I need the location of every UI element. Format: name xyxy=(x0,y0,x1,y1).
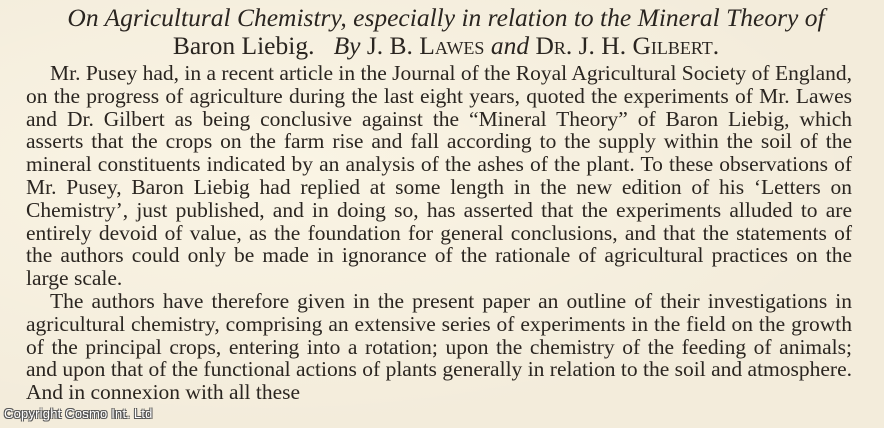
heading-line-1 xyxy=(26,4,866,32)
title-line-2: Baron Liebig. xyxy=(172,31,315,60)
and-word: and xyxy=(490,31,530,60)
by-word: By xyxy=(333,31,361,60)
paragraph-1: Mr. Pusey had, in a recent article in the Journal of the Royal Agricultural Society of England, on the progress of agriculture during the last eight years, quoted the experiments of Mr. Lawes and Dr. Gilbert as being conclusive against the “Mineral Theory” of Baron Liebig, which asserts that the crops on the farm rise and fall according to the supply within the soil of the mineral constituents indicated by an analysis of the ashes of the plant. To these observations of Mr. Pusey, Baron Liebig had replied at some length in the new edition of his ‘Letters on Chemistry’, just published, and in doing so, has asserted that the experiments alluded to are entirely devoid of value, as the foundation for general conclusions, and that the statements of the authors could only be made in ignorance of the rationale of agricultural practices on the large scale. xyxy=(26,61,852,291)
heading-line-2 xyxy=(26,32,866,60)
copyright-watermark: Copyright Cosmo Int. Ltd xyxy=(4,406,153,421)
paragraph-2: The authors have therefore given in the present paper an outline of their investigations in agricultural chemistry, comprising an extensive series of experiments in the field on the growth of the principal crops, entering into a rotation; upon the chemistry of the feeding of animals; and upon that of the functional actions of plants generally in relation to the soil and atmosphere. And in connexion with all these xyxy=(26,288,852,405)
article-body xyxy=(26,62,852,404)
title-line-1: On Agricultural Chemistry, especially in relation to the Mineral Theory of xyxy=(67,3,825,32)
author-gilbert: Dr. J. H. Gilbert. xyxy=(535,31,720,60)
article-heading xyxy=(26,4,866,60)
author-lawes: J. B. Lawes xyxy=(366,31,485,60)
